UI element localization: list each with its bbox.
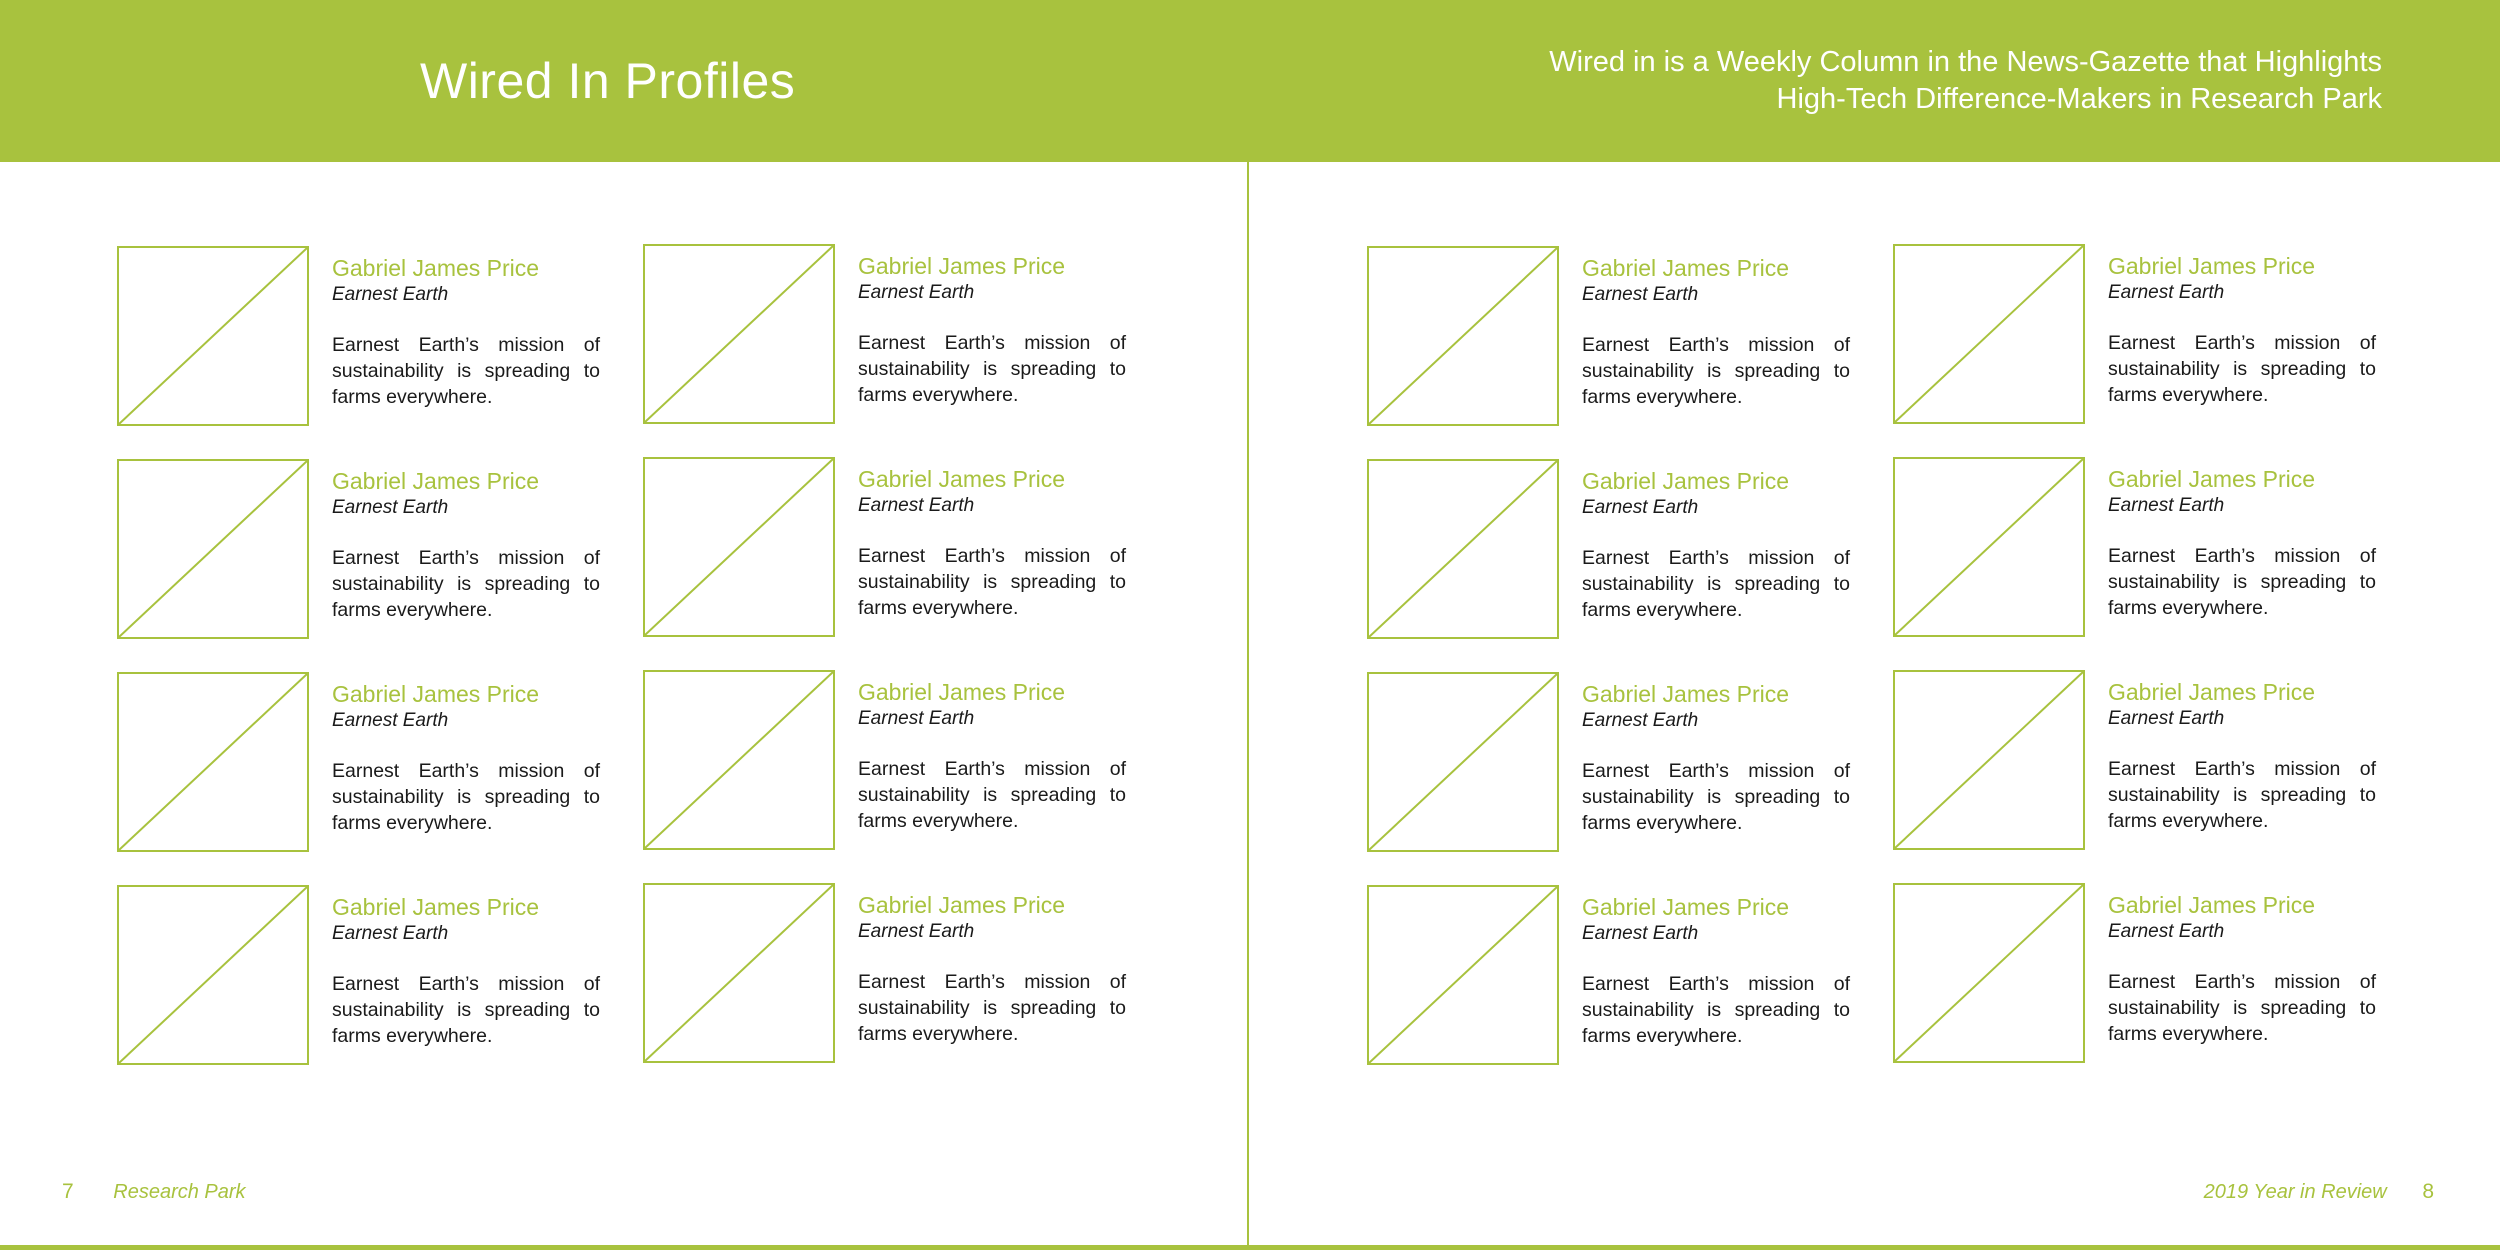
profile-company: Earnest Earth	[858, 495, 975, 516]
profile-card	[117, 459, 643, 672]
photo-placeholder-icon	[643, 670, 835, 850]
profile-name: Gabriel James Price	[332, 255, 540, 281]
header-banner	[0, 0, 2500, 162]
profile-description: Earnest Earth’s mission of sustainability is spreading to farms everywhere.	[1582, 973, 1850, 1047]
page-number-right: 8	[2422, 1180, 2434, 1203]
header-tagline	[1382, 44, 2382, 118]
photo-placeholder-icon	[1893, 883, 2085, 1063]
photo-placeholder-icon	[1893, 670, 2085, 850]
profile-name: Gabriel James Price	[1582, 681, 1790, 707]
photo-placeholder-icon	[117, 246, 309, 426]
footer-label-left: Research Park	[113, 1181, 246, 1203]
profile-card	[1367, 459, 1893, 672]
profile-name: Gabriel James Price	[1582, 255, 1790, 281]
profile-company: Earnest Earth	[332, 284, 449, 305]
profile-company: Earnest Earth	[332, 710, 449, 731]
profile-row	[117, 672, 1169, 885]
profile-company: Earnest Earth	[858, 921, 975, 942]
right-page-profile-grid	[1367, 246, 2419, 1098]
profile-row	[117, 246, 1169, 459]
profile-name: Gabriel James Price	[858, 892, 1066, 918]
photo-placeholder-icon	[1367, 246, 1559, 426]
left-page-profile-grid	[117, 246, 1169, 1098]
profile-description: Earnest Earth’s mission of sustainability is spreading to farms everywhere.	[1582, 547, 1850, 621]
profile-description: Earnest Earth’s mission of sustainability is spreading to farms everywhere.	[858, 971, 1126, 1045]
photo-placeholder-icon	[1893, 457, 2085, 637]
profile-description: Earnest Earth’s mission of sustainability is spreading to farms everywhere.	[858, 758, 1126, 832]
profile-card	[117, 885, 643, 1098]
profile-name: Gabriel James Price	[858, 679, 1066, 705]
footer-right	[2204, 1180, 2434, 1204]
profile-description: Earnest Earth’s mission of sustainability is spreading to farms everywhere.	[1582, 760, 1850, 834]
profile-name: Gabriel James Price	[2108, 892, 2316, 918]
profile-name: Gabriel James Price	[1582, 468, 1790, 494]
photo-placeholder-icon	[1893, 244, 2085, 424]
profile-company: Earnest Earth	[332, 923, 449, 944]
profile-company: Earnest Earth	[858, 282, 975, 303]
footer-label-right: 2019 Year in Review	[2203, 1181, 2387, 1203]
profile-row	[1367, 885, 2419, 1098]
profile-description: Earnest Earth’s mission of sustainability is spreading to farms everywhere.	[332, 547, 600, 621]
photo-placeholder-icon	[1367, 885, 1559, 1065]
profile-company: Earnest Earth	[2108, 708, 2225, 729]
profile-description: Earnest Earth’s mission of sustainability is spreading to farms everywhere.	[332, 973, 600, 1047]
profile-name: Gabriel James Price	[2108, 679, 2316, 705]
profile-row	[117, 885, 1169, 1098]
profile-description: Earnest Earth’s mission of sustainability is spreading to farms everywhere.	[858, 545, 1126, 619]
profile-card	[117, 672, 643, 885]
profile-name: Gabriel James Price	[858, 466, 1066, 492]
profile-row	[1367, 246, 2419, 459]
profile-company: Earnest Earth	[1582, 923, 1699, 944]
footer-left	[62, 1180, 246, 1204]
profile-name: Gabriel James Price	[2108, 466, 2316, 492]
tagline-line-2: High-Tech Difference-Makers in Research Park	[1776, 83, 2382, 115]
photo-placeholder-icon	[1367, 459, 1559, 639]
profile-name: Gabriel James Price	[332, 681, 540, 707]
profile-company: Earnest Earth	[858, 708, 975, 729]
photo-placeholder-icon	[643, 883, 835, 1063]
profile-description: Earnest Earth’s mission of sustainability is spreading to farms everywhere.	[332, 334, 600, 408]
profile-company: Earnest Earth	[2108, 495, 2225, 516]
profile-card	[1893, 670, 2419, 883]
profile-company: Earnest Earth	[2108, 921, 2225, 942]
profile-name: Gabriel James Price	[858, 253, 1066, 279]
photo-placeholder-icon	[1367, 672, 1559, 852]
profile-description: Earnest Earth’s mission of sustainability is spreading to farms everywhere.	[2108, 971, 2376, 1045]
profile-row	[1367, 672, 2419, 885]
profile-row	[1367, 459, 2419, 672]
page-title: Wired In Profiles	[420, 53, 796, 109]
profile-company: Earnest Earth	[332, 497, 449, 518]
profile-name: Gabriel James Price	[2108, 253, 2316, 279]
profile-name: Gabriel James Price	[332, 468, 540, 494]
photo-placeholder-icon	[117, 459, 309, 639]
profile-name: Gabriel James Price	[1582, 894, 1790, 920]
profile-description: Earnest Earth’s mission of sustainability is spreading to farms everywhere.	[1582, 334, 1850, 408]
photo-placeholder-icon	[117, 672, 309, 852]
page-number-left: 7	[62, 1180, 74, 1203]
profile-card	[1367, 885, 1893, 1098]
profile-card	[1893, 244, 2419, 457]
profile-description: Earnest Earth’s mission of sustainability is spreading to farms everywhere.	[332, 760, 600, 834]
profile-card	[1893, 883, 2419, 1096]
profile-company: Earnest Earth	[1582, 710, 1699, 731]
profile-company: Earnest Earth	[1582, 497, 1699, 518]
profile-description: Earnest Earth’s mission of sustainability is spreading to farms everywhere.	[2108, 332, 2376, 406]
page-spine-divider	[1247, 162, 1249, 1250]
profile-card	[1367, 672, 1893, 885]
profile-card	[643, 244, 1169, 457]
profile-card	[643, 883, 1169, 1096]
profile-company: Earnest Earth	[1582, 284, 1699, 305]
profile-name: Gabriel James Price	[332, 894, 540, 920]
profile-card	[1893, 457, 2419, 670]
profile-card	[643, 670, 1169, 883]
profile-card	[1367, 246, 1893, 459]
profile-description: Earnest Earth’s mission of sustainability is spreading to farms everywhere.	[2108, 545, 2376, 619]
photo-placeholder-icon	[117, 885, 309, 1065]
profile-row	[117, 459, 1169, 672]
profile-company: Earnest Earth	[2108, 282, 2225, 303]
profile-card	[643, 457, 1169, 670]
bottom-rule	[0, 1245, 2500, 1250]
profile-description: Earnest Earth’s mission of sustainability is spreading to farms everywhere.	[2108, 758, 2376, 832]
photo-placeholder-icon	[643, 457, 835, 637]
profile-card	[117, 246, 643, 459]
tagline-line-1: Wired in is a Weekly Column in the News-Gazette that Highlights	[1549, 46, 2382, 78]
photo-placeholder-icon	[643, 244, 835, 424]
profile-description: Earnest Earth’s mission of sustainability is spreading to farms everywhere.	[858, 332, 1126, 406]
